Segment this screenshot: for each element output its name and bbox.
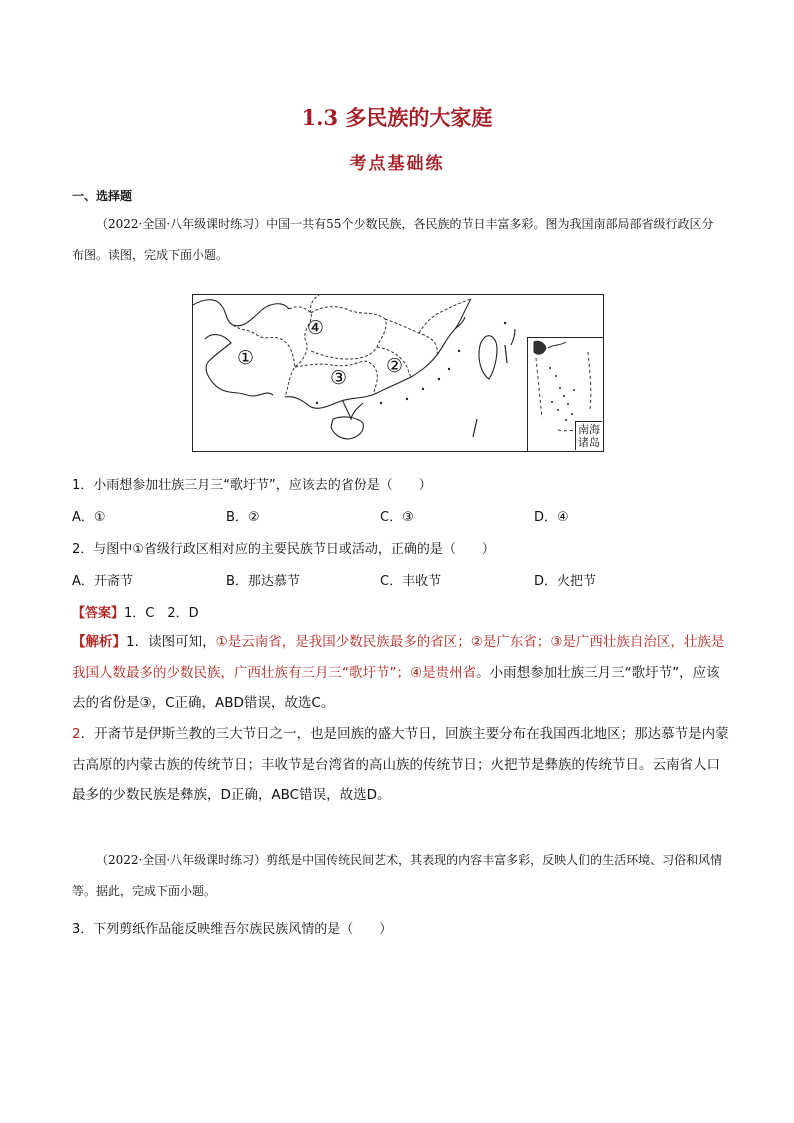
analysis-p1d: ③是广西壮族自治区，壮族是我国人数最多的少数民族，广西壮族有三月三“歌圩节”； xyxy=(72,634,725,681)
analysis-tag: 【解析】 xyxy=(72,634,126,650)
inset-label-line1: 南海 xyxy=(578,423,600,436)
q2-option-b: B．那达慕节 xyxy=(226,574,300,589)
analysis-paragraph-2 xyxy=(72,719,732,811)
analysis-p2-number: 2 xyxy=(72,726,81,742)
inset-label-line2: 诸岛 xyxy=(578,436,600,449)
intro-paragraph-2: （2022·全国·八年级课时练习）剪纸是中国传统民间艺术，其表现的内容丰富多彩，反映人们的生活环境、习俗和风情等。据此，完成下面小题。 xyxy=(72,853,723,898)
map-label-4: ④ xyxy=(307,317,325,339)
south-china-province-map xyxy=(192,294,604,452)
analysis-p1a: 1．读图可知， xyxy=(126,634,216,650)
map-label-3: ③ xyxy=(330,367,348,389)
question-2-stem: 2．与图中①省级行政区相对应的主要民族节日或活动，正确的是（ ） xyxy=(72,542,495,557)
q1-option-c: C．③ xyxy=(380,510,414,525)
analysis-p1f: 。小雨想参加壮族三月三“歌圩节”，应该去的省份是③，C正确，ABD错误，故选C。 xyxy=(72,664,720,711)
answer-line xyxy=(72,602,199,621)
inset-label xyxy=(575,421,602,450)
analysis-p2: ．开斋节是伊斯兰教的三大节日之一，也是回族的盛大节日，回族主要分布在我国西北地区；那达慕节是内蒙古高原的内蒙古族的传统节日；丰收节是台湾省的高山族的传统节日；火把节是彝族的传统节日。云南省人口最多的少数民族是彝族，D正确，ABC错误，故选D。 xyxy=(72,726,729,803)
q1-option-a: A．① xyxy=(72,510,106,525)
page-title: 1.3 多民族的大家庭 xyxy=(301,105,493,130)
analysis-p1c: ②是广东省； xyxy=(470,634,551,650)
map-label-1: ① xyxy=(237,347,255,369)
map-label-2: ② xyxy=(386,355,404,377)
answer-tag: 【答案】 xyxy=(72,606,125,621)
page-subtitle: 考点基础练 xyxy=(349,154,445,174)
south-china-sea-inset xyxy=(527,337,603,451)
analysis-p1b: ①是云南省，是我国少数民族最多的省区； xyxy=(215,634,471,650)
answer-text: 1．C 2．D xyxy=(124,606,199,621)
analysis-paragraph-1 xyxy=(72,627,732,719)
analysis-p1e: ④是贵州省 xyxy=(410,664,477,681)
q2-option-a: A．开斋节 xyxy=(72,574,133,589)
q1-option-b: B．② xyxy=(226,510,260,525)
section-heading: 一、选择题 xyxy=(72,189,133,203)
intro-paragraph-1: （2022·全国·八年级课时练习）中国一共有55个少数民族，各民族的节日丰富多彩。图为我国南部局部省级行政区分布图。读图，完成下面小题。 xyxy=(72,217,714,262)
question-1-stem: 1．小雨想参加壮族三月三“歌圩节”，应该去的省份是（ ） xyxy=(72,478,432,493)
question-3-stem: 3．下列剪纸作品能反映维吾尔族民族风情的是（ ） xyxy=(72,922,393,937)
q2-option-c: C．丰收节 xyxy=(380,574,442,589)
q1-option-d: D．④ xyxy=(534,510,569,525)
q2-option-d: D．火把节 xyxy=(534,574,597,589)
